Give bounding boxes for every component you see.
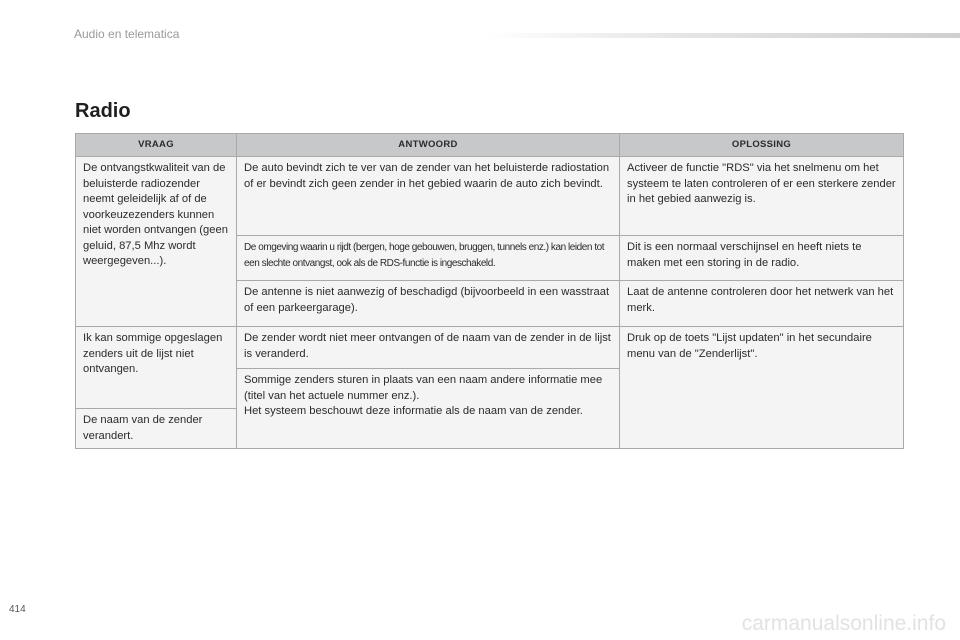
column-header-question: VRAAG <box>76 134 237 157</box>
column-header-solution: OPLOSSING <box>620 134 904 157</box>
answer-cell <box>237 236 620 281</box>
question-cell: De ontvangstkwaliteit van de beluisterde radiozender neemt geleidelijk af of de voorkeuzezenders kunnen niet worden ontvangen (geen geluid, 87,5 Mhz wordt weergegeven...). <box>76 157 237 327</box>
column-header-answer: ANTWOORD <box>237 134 620 157</box>
troubleshooting-table <box>75 133 904 449</box>
solution-cell: Druk op de toets "Lijst updaten" in het secundaire menu van de "Zenderlijst". <box>620 327 904 449</box>
solution-cell: Dit is een normaal verschijnsel en heeft niets te maken met een storing in de radio. <box>620 236 904 281</box>
question-cell: De naam van de zender verandert. <box>76 409 237 449</box>
section-title: Radio <box>75 100 131 122</box>
solution-cell: Laat de antenne controleren door het netwerk van het merk. <box>620 281 904 327</box>
answer-cell: De zender wordt niet meer ontvangen of de naam van de zender in de lijst is veranderd. <box>237 327 620 369</box>
solution-cell: Activeer de functie "RDS" via het snelmenu om het systeem te laten controleren of er een sterkere zender in het gebied aanwezig is. <box>620 157 904 236</box>
answer-text: De omgeving waarin u rijdt (bergen, hoge gebouwen, bruggen, tunnels enz.) kan leiden tot een slechte ontvangst, ook als de RDS-functie is ingeschakeld. <box>244 242 605 269</box>
question-cell: Ik kan sommige opgeslagen zenders uit de lijst niet ontvangen. <box>76 327 237 409</box>
watermark: carmanualsonline.info <box>741 612 946 635</box>
page-number: 414 <box>9 604 26 615</box>
table-row <box>76 157 904 236</box>
answer-cell: Sommige zenders sturen in plaats van een naam andere informatie mee (titel van het actuele nummer enz.). Het systeem beschouwt deze informatie als de naam van de zender. <box>237 369 620 449</box>
table-header-row <box>76 134 904 157</box>
answer-cell: De auto bevindt zich te ver van de zender van het beluisterde radiostation of er bevindt zich geen zender in het gebied waarin de auto zich bevindt. <box>237 157 620 236</box>
header-rule <box>485 33 960 38</box>
table-row <box>76 327 904 369</box>
answer-cell: De antenne is niet aanwezig of beschadigd (bijvoorbeeld in een wasstraat of een parkeergarage). <box>237 281 620 327</box>
running-header: Audio en telematica <box>74 27 180 41</box>
